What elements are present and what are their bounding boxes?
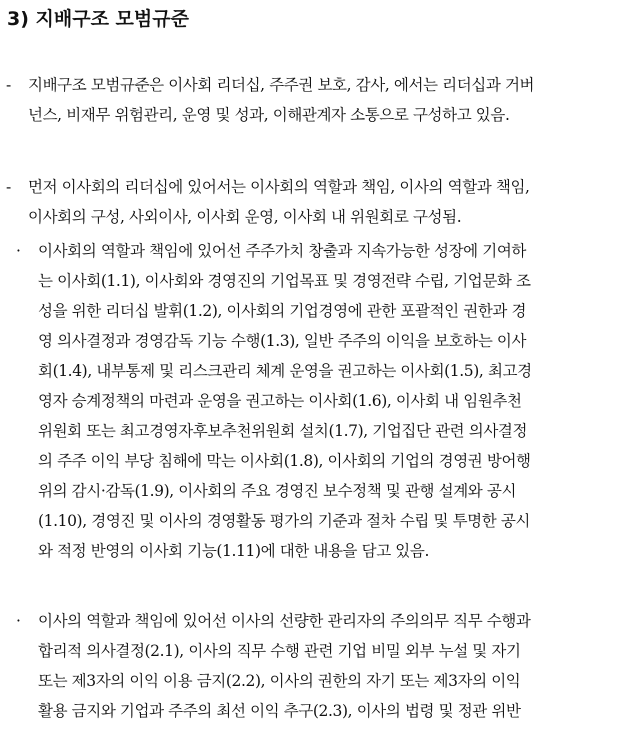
section-heading: 3) 지배구조 모범규준 [7, 8, 189, 30]
bullet-line: 또는 제3자의 이익 이용 금지(2.2), 이사의 권한의 자기 또는 제3자의 이익 [38, 672, 521, 690]
bullet-line [16, 236, 620, 266]
bullet-line [16, 606, 620, 636]
paragraph-board-leadership [6, 172, 618, 232]
bullet-line: 영 의사결정과 경영감독 기능 수행(1.3), 일반 주주의 이익을 보호하는 이사 [38, 332, 527, 350]
paragraph-line [6, 70, 618, 100]
bullet-director-role [16, 606, 620, 726]
bullet-line: 와 적정 반영의 이사회 기능(1.11)에 대한 내용을 담고 있음. [38, 542, 429, 560]
paragraph-line [6, 172, 618, 202]
paragraph-line: 이사회의 구성, 사외이사, 이사회 운영, 이사회 내 위원회로 구성됨. [28, 208, 462, 226]
dash-marker: - [6, 76, 11, 94]
paragraph-text: 먼저 이사회의 리더십에 있어서는 이사회의 역할과 책임, 이사의 역할과 책임, [28, 178, 530, 196]
bullet-line: (1.10), 경영진 및 이사의 경영활동 평가의 기준과 절차 수립 및 투명한 공시 [38, 512, 531, 530]
bullet-line: 의 주주 이익 부당 침해에 막는 이사회(1.8), 이사회의 기업의 경영권 방어행 [38, 452, 531, 470]
bullet-board-role [16, 236, 620, 566]
bullet-text: 이사의 역할과 책임에 있어선 이사의 선량한 관리자의 주의의무 직무 수행과 [38, 612, 531, 630]
bullet-line: 회(1.4), 내부통제 및 리스크관리 체계 운영을 권고하는 이사회(1.5), 최고경 [38, 362, 532, 380]
bullet-line: 위의 감시·감독(1.9), 이사회의 주요 경영진 보수정책 및 관행 설계와 공시 [38, 482, 517, 500]
bullet-line: 영자 승계정책의 마련과 운영을 권고하는 이사회(1.6), 이사회 내 임원추천 [38, 392, 522, 410]
bullet-marker: · [16, 242, 21, 260]
paragraph-text: 지배구조 모범규준은 이사회 리더십, 주주권 보호, 감사, 에서는 리더십과 거버 [28, 76, 535, 94]
dash-marker: - [6, 178, 11, 196]
bullet-line: 합리적 의사결정(2.1), 이사의 직무 수행 관련 기업 비밀 외부 누설 및 자기 [38, 642, 521, 660]
paragraph-overview [6, 70, 618, 130]
bullet-line: 활용 금지와 기업과 주주의 최선 이익 추구(2.3), 이사의 법령 및 정관 위반 [38, 702, 521, 720]
bullet-line: 성을 위한 리더십 발휘(1.2), 이사회의 기업경영에 관한 포괄적인 권한과 경 [38, 302, 527, 320]
paragraph-line: 넌스, 비재무 위험관리, 운영 및 성과, 이해관계자 소통으로 구성하고 있음. [28, 106, 510, 124]
bullet-marker: · [16, 612, 21, 630]
bullet-line: 위원회 또는 최고경영자후보추천위원회 설치(1.7), 기업집단 관련 의사결정 [38, 422, 528, 440]
bullet-line: 는 이사회(1.1), 이사회와 경영진의 기업목표 및 경영전략 수립, 기업문화 조 [38, 272, 531, 290]
bullet-text: 이사회의 역할과 책임에 있어선 주주가치 창출과 지속가능한 성장에 기여하 [38, 242, 526, 260]
